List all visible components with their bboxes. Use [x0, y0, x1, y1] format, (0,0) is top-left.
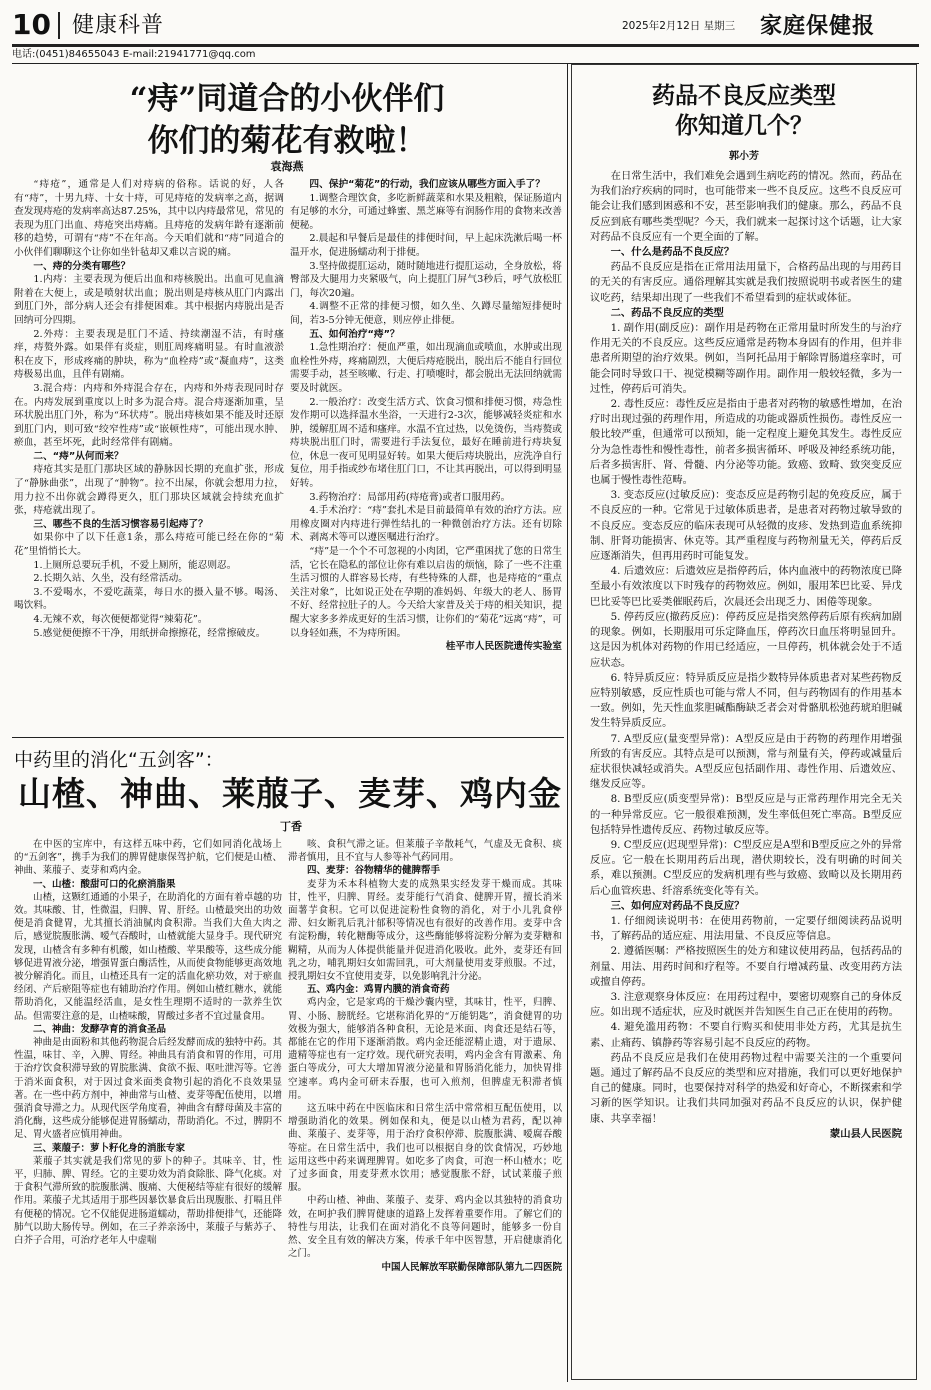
headline-line-1: 药品不良反应类型: [652, 82, 836, 109]
newspaper-name: 家庭保健报: [760, 13, 876, 39]
section-heading: 五、如何治疗“痔”？: [309, 328, 400, 340]
headline-line-2: 你知道几个？: [675, 112, 813, 139]
section-heading: 二、“痔”从何而来？: [33, 450, 124, 462]
headline-line-2: 你们的菊花有救啦！: [147, 123, 427, 159]
masthead-rule-thick: [12, 44, 919, 47]
body-paragraph: 6. 特异质反应：特异质反应是指少数特异体质患者对某些药物反应特别敏感，反应性质也可能与常人不同，但与药物固有的作用基本一致。例如，先天性血浆胆碱酯酶缺乏者会对骨骼肌松弛药琥珀胆碱发生特异质反应。: [590, 671, 902, 730]
body-paragraph: 2.晨起和早餐后是最佳的排便时间，早上起床洗漱后喝一杯温开水，促进肠蠕动利于排便。: [290, 233, 562, 258]
body-paragraph: 3.不爱喝水，不爱吃蔬菜，每日水的摄入量不够。喝汤、喝饮料。: [14, 586, 284, 612]
body-paragraph: 4.调整不正常的排便习惯，如久坐、久蹲尽量缩短排便时间，若3-5分钟无便意，则应停止排便。: [290, 301, 562, 326]
article-column: [14, 178, 284, 730]
body-paragraph: 山楂，这颗红通通的小果子，在助消化的方面有着卓越的功效。其味酸、甘，性微温，归脾、胃、肝经。山楂最突出的功效便是消食健胃，尤其擅长消油腻肉食积滞。当我们大鱼大肉之后，感觉脘腹胀满、嗳气吞酸时，山楂就能大显身手。现代研究发现，山楂含有多种有机酸，如山楂酸、苹果酸等，这些成分能够促进胃液分泌，增强胃蛋白酶活性，从而使食物能够更高效地被分解消化。而且，山楂还具有一定的活血化瘀功效，对于瘀血经闭、产后瘀阻等症也有辅助治疗作用。例如山楂红糖水，就能帮助消化，又能温经活血，是女性生理期不适时的一款养生饮品。但需要注意的是，山楂味酸，胃酸过多者不宜过量食用。: [14, 891, 282, 1022]
author-affiliation: 桂平市人民医院遗传实验室: [445, 641, 562, 653]
body-paragraph: 3. 注意观察身体反应：在用药过程中，要密切观察自己的身体反应。如出现不适症状，应及时就医并告知医生自己正在使用的药物。: [590, 990, 902, 1019]
body-paragraph: 4. 避免滥用药物：不要自行购买和使用非处方药，尤其是抗生素、止痛药、镇静药等容易引起不良反应的药物。: [590, 1021, 902, 1049]
article-headline: [12, 78, 562, 162]
section-heading: 四、保护“菊花”的行动，我们应该从哪些方面入手了？: [309, 179, 545, 190]
body-paragraph: 神曲是由面粉和其他药物混合后经发酵而成的独特中药。其性温，味甘、辛，入脾、胃经。神曲具有消食和胃的作用，可用于治疗饮食积滞导致的胃脘胀满、食欲不振、呕吐泄泻等。它善于消米面食积，对于因过食米面类食物引起的消化不良效果显著。在一些中药方剂中，神曲常与山楂、麦芽等配伍使用，以增强消食导滞之力。从现代医学角度看，神曲含有酵母菌及丰富的消化酶，这些成分能够促进胃肠蠕动，帮助消化。不过，脾阴不足、胃火盛者应慎用神曲。: [14, 1037, 282, 1141]
issue-date: 2025年2月12日 星期三: [622, 20, 736, 32]
author-affiliation: 中国人民解放军联勤保障部队第九二四医院: [381, 1261, 562, 1273]
page-number: 10: [12, 8, 51, 41]
article-column: [288, 838, 562, 1376]
section-heading: 一、痔的分类有哪些？: [33, 260, 131, 272]
section-heading: 二、神曲：发酵孕育的消食圣品: [33, 1023, 167, 1035]
byline: 袁海燕: [270, 160, 304, 173]
body-paragraph: 1.内痔：主要表现为便后出血和痔核脱出。出血可见血滴附着在大便上，或是喷射状出血；脱出则是痔核从肛门内露出到肛门外，部分病人还会有排便困难。其中根据内痔脱出是否回纳可分四期。: [14, 274, 284, 326]
body-paragraph: “痔”是一个个不可忽视的小肉团，它严重困扰了您的日常生活，它长在隐私的部位让你有难以启齿的烦恼，除了一些不注重生活习惯的人群容易长痔，有些特殊的人群，也是痔疮的“重点关注对象”，比如说正处在孕期的准妈妈、年级大的老人、肠胃不好、经常拉肚子的人。今天给大家普及关于痔的相关知识，提醒大家多多养成更好的生活习惯，让你们的“菊花”远离“痔”，可以身轻如燕，不为痔所困。: [290, 546, 562, 639]
article-headline: [572, 81, 916, 141]
body-paragraph: 4. 后遗效应：后遗效应是指停药后，体内血液中的药物浓度已降至最小有效浓度以下时残存的药物效应。例如，服用苯巴比妥、异戊巴比妥等巴比妥类催眠药后，次晨还会出现乏力、困倦等现象。: [590, 565, 902, 608]
article-headline: 山楂、神曲、莱菔子、麦芽、鸡内金: [18, 774, 562, 813]
body-paragraph: 痔疮其实是肛门那块区域的静脉因长期的充血扩张，形成了“静脉曲张”，出现了“肿物”。拉不出屎，你就会想用力拉，用力拉不出你就会蹲得更久，肛门那块区域就会持续充血扩张，痔疮就出现了。: [14, 464, 284, 517]
body-paragraph: 在中医的宝库中，有这样五味中药，它们如同消化战场上的“五剑客”，携手为我们的脾胃健康保驾护航，它们便是山楂、神曲、莱菔子、麦芽和鸡内金。: [14, 839, 282, 877]
body-paragraph: 1.调整合理饮食，多吃新鲜蔬菜和水果及粗粮，保证肠道内有足够的水分，可通过蜂蜜、黑芝麻等有润肠作用的食物来改善便秘。: [290, 192, 562, 231]
body-paragraph: 2. 遵循医嘱：严格按照医生的处方和建议使用药品，包括药品的剂量、用法、用药时间和疗程等。不要自行增减药量、改变用药方法或擅自停药。: [590, 945, 902, 988]
body-paragraph: 2.一般治疗：改变生活方式、饮食习惯和排便习惯，痔急性发作期可以选择温水坐浴，一天进行2-3次，能够减轻炎症和水肿，缓解肛周不适和瘙痒。水温不宜过热，以免烫伤，当痔赘或痔块脱出肛门时，需要进行手法复位，最好在睡前进行痔块复位，休息一夜可见明显好转。如果大便后痔块脱出，应洗净自行复位，用手指或纱布堵住肛门口，不让其再脱出，可以得到明显好转。: [290, 396, 562, 490]
body-paragraph: 2.长期久站、久坐，没有经常活动。: [33, 573, 188, 585]
body-paragraph: 1.上厕所总要玩手机，不爱上厕所，能忍则忍。: [33, 559, 237, 571]
article-column: [290, 178, 562, 730]
body-paragraph: 1. 副作用(副反应)：副作用是药物在正常用量时所发生的与治疗作用无关的不良反应。这些反应通常是药物本身固有的作用，但并非患者所期望的治疗效果。例如，当阿托品用于解除胃肠道痉挛时，可能会同时导致口干、视觉模糊等副作用。副作用一般较轻微，多为一过性，停药后可消失。: [590, 322, 902, 395]
body-paragraph: 3.混合痔：内痔和外痔混合存在，内痔和外痔表现同时存在。内痔发展到重度以上时多为混合痔。混合痔逐渐加重，呈环状脱出肛门外，称为“环状痔”。脱出痔核如果不能及时还原到肛门内，则可致“绞窄性痔”或“嵌顿性痔”，可能出现水肿、瘀血，甚至坏死，此时经常伴有剧痛。: [14, 382, 284, 449]
body-paragraph: “痔疮”，通常是人们对痔病的俗称。话说的好，人各有“痔”，十男九痔、十女十痔，可见痔疮的发病率之高，据调查发现痔疮的发病率高达87.25%，其中以内痔最常见，常见的表现为肛门出血、痔疮突出痔痛。且痔疮的发病年龄有逐渐前移的趋势，可谓有“痔”不在年高。今天咱们就和“痔”同道合的小伙伴们聊聊这个让你如坐针毡却又难以言说的痛。: [14, 179, 284, 258]
article-column: [14, 838, 282, 1376]
body-paragraph: 1. 仔细阅读说明书：在使用药物前，一定要仔细阅读药品说明书，了解药品的适应症、用法用量、不良反应等信息。: [590, 914, 902, 943]
author-affiliation: 蒙山县人民医院: [829, 1127, 902, 1140]
body-paragraph: 9. C型反应(迟现型异常)：C型反应是A型和B型反应之外的异常反应。它一般在长期用药后出现，潜伏期较长，没有明确的时间关系，难以预测。C型反应的发病机理有些与致癌、致畸以及长期用药后心血管疾患、纤溶系统变化等有关。: [590, 838, 902, 897]
body-paragraph: 1.急性期治疗：便血严重，如出现滴血或喷血，水肿或出现血栓性外痔，疼痛剧烈，大便后痔疮脱出，脱出后不能自行回位需要手动，甚至咳嗽、行走、打喷嚏时，都会脱出无法回纳就需要及时就医。: [290, 342, 562, 394]
section-heading: 四、麦芽：谷物精华的健脾帮手: [307, 865, 441, 877]
section-heading: 三、哪些不良的生活习惯容易引起痔了？: [33, 518, 208, 530]
body-paragraph: 3. 变态反应(过敏反应)：变态反应是药物引起的免疫反应，属于不良反应的一种。它常见于过敏体质患者，是患者对药物过敏导致的不良反应。变态反应的临床表现可从轻微的皮疹、发热到造血系统抑制、肝肾功能损害、休克等。其严重程度与药物剂量无关，停药后反应逐渐消失，但再用药时可能复发。: [590, 489, 902, 563]
section-heading: 二、药品不良反应的类型: [610, 306, 724, 319]
section-heading: 三、如何应对药品不良反应？: [610, 899, 745, 912]
body-paragraph: 5. 停药反应(撤药反应)：停药反应是指突然停药后原有疾病加剧的现象。例如，长期服用可乐定降血压，停药次日血压将明显回升。这是因为机体对药物的作用已经适应，一旦停药，机体就会处于不适应状态。: [590, 610, 902, 669]
headline-line-1: “痔”同道合的小伙伴们: [129, 81, 445, 117]
masthead-divider: [58, 12, 60, 39]
body-paragraph: 4.无辣不欢，每次便便都觉得“辣菊花”。: [33, 614, 208, 625]
section-divider: [12, 737, 564, 738]
body-paragraph: 5.感觉便便擦不干净，用纸拼命擦擦花，经常擦破皮。: [33, 627, 266, 639]
body-paragraph: 7. A型反应(量变型异常)：A型反应是由于药物的药理作用增强所致的有害反应。其特点是可以预测，常与剂量有关，停药或减量后症状很快减轻或消失。A型反应包括副作用、毒性作用、后遗效应、继发反应等。: [590, 732, 902, 791]
body-paragraph: 药品不良反应是指在正常用法用量下，合格药品出现的与用药目的无关的有害反应。通俗理解其实就是我们按照说明书或者医生的建议吃药，结果却出现了一些我们不希望看到的症状或体征。: [590, 261, 902, 304]
section-name: 健康科普: [72, 13, 165, 38]
body-paragraph: 3.坚持做提肛运动，随时随地进行提肛运动，全身放松，将臀部及大腿用力夹紧吸气，向上提肛门屏气3秒后，呼气放松肛门，每次20遍。: [290, 260, 562, 299]
body-paragraph: 药品不良反应是我们在使用药物过程中需要关注的一个重要问题。通过了解药品不良反应的类型和应对措施，我们可以更好地保护自己的健康。同时，也要保持对科学的热爱和好奇心，不断探索和学习新的医学知识。让我们共同加强对药品不良反应的认识，保护健康、共享幸福！: [590, 1051, 902, 1125]
body-paragraph: 4.手术治疗：“痔”套扎术是目前最简单有效的治疗方法。应用橡皮圈对内痔进行弹性结扎的一种微创治疗方法。还有切除术、剥离术等可以遵医嘱进行治疗。: [290, 505, 562, 544]
section-heading: 一、山楂：酸甜可口的化瘀消脂果: [33, 878, 176, 890]
contact-line: 电话:(0451)84655043 E-mail:21941771@qq.com: [12, 49, 256, 60]
body-paragraph: 3.药物治疗：局部用药(痔疮膏)或者口服用药。: [309, 491, 511, 503]
body-paragraph: 8. B型反应(质变型异常)：B型反应是与正常药理作用完全无关的一种异常反应。它一般很难预测，发生率低但死亡率高。B型反应包括特异性遗传反应、药物过敏反应等。: [590, 793, 902, 836]
body-paragraph: 这五味中药在中医临床和日常生活中常常相互配伍使用，以增强助消化的效果。例如保和丸，便是以山楂为君药，配以神曲、莱菔子、麦芽等，用于治疗食积停滞、脘腹胀满、嗳腐吞酸等症。在日常生活中，我们也可以根据自身的饮食情况，巧妙地运用这些中药来调理脾胃。如吃多了肉食，可泡一杯山楂水；吃了过多面食，用麦芽煮水饮用；感觉腹胀不舒，试试莱菔子煎服。: [288, 1103, 562, 1194]
article-kicker: 中药里的消化“五剑客”：: [14, 749, 224, 771]
body-paragraph: 中药山楂、神曲、莱菔子、麦芽、鸡内金以其独特的消食功效，在呵护我们脾胃健康的道路上发挥着重要作用。了解它们的特性与用法，让我们在面对消化不良等问题时，能够多一份自然、安全且有效的解决方案，传承千年中医智慧，开启健康消化之门。: [288, 1195, 562, 1260]
byline: 郭小芳: [729, 151, 759, 162]
section-heading: 一、什么是药品不良反应？: [610, 246, 735, 259]
body-paragraph: 在日常生活中，我们难免会遇到生病吃药的情况。然而，药品在为我们治疗疾病的同时，也可能带来一些不良反应。这些不良反应可能会让我们感到困惑和不安，甚至影响我们的健康。那么，药品不良反应到底有哪些类型呢？今天，我们就来一起探讨这个话题，让大家对药品不良反应有一个更全面的了解。: [590, 170, 902, 243]
byline: 丁香: [280, 820, 302, 833]
article-column: [590, 169, 902, 1369]
body-paragraph: 咳、食积气滞之证。但莱菔子辛散耗气，气虚及无食积、痰滞者慎用，且不宜与人参等补气药同用。: [288, 839, 562, 864]
body-paragraph: 2. 毒性反应：毒性反应是指由于患者对药物的敏感性增加，在治疗时出现过强的药理作用，所造成的功能或器质性损伤。毒性反应一般比较严重，但通常可以预知，能一定程度上避免其发生。毒性反应分为急性毒性和慢性毒性，前者多损害循环、呼吸及神经系统功能，后者多损害肝、肾、骨髓、内分泌等功能。致癌、致畸、致突变反应也属于慢性毒性范畴。: [590, 398, 902, 487]
article-adverse-reactions: [571, 64, 917, 1380]
body-paragraph: 麦芽为禾本科植物大麦的成熟果实经发芽干燥而成。其味甘，性平，归脾、胃经。麦芽能行气消食、健脾开胃，擅长消米面薯芋食积。它可以促进淀粉性食物的消化，对于小儿乳食停滞、妇女断乳后乳汁郁积等情况也有很好的改善作用。麦芽中含有淀粉酶，转化糖酶等成分，这些酶能够将淀粉分解为麦芽糖和糊精，从而为人体提供能量并促进消化吸收。此外，麦芽还有回乳之功，哺乳期妇女如需回乳，可大剂量使用麦芽煎服。不过，授乳期妇女不宜使用麦芽，以免影响乳汁分泌。: [288, 878, 562, 983]
section-heading: 五、鸡内金：鸡胃内膜的消食奇药: [307, 984, 450, 996]
body-paragraph: 鸡内金，它是家鸡的干燥沙囊内壁，其味甘，性平，归脾、胃、小肠、膀胱经。它堪称消化界的“万能钥匙”，消食健胃的功效极为强大，能够消各种食积，无论是米面、肉食还是结石等，都能在它的作用下逐渐消散。鸡内金还能涩精止遗，对于遗尿、遗精等症也有一定疗效。现代研究表明，鸡内金含有胃激素、角蛋白等成分，可大大增加胃液分泌量和胃肠消化能力，加快胃排空速率。鸡内金可研末吞服，也可入煎剂，但脾虚无积滞者慎用。: [288, 997, 562, 1101]
body-paragraph: 如果你中了以下任意1条，那么痔疮可能已经在你的“菊花”里悄悄长大。: [14, 532, 284, 558]
body-paragraph: 2.外痔：主要表现是肛门不适、持续潮湿不洁，有时瘙痒，痔赘外露。如果伴有炎症，则肛周疼痛明显。有时血液淤积在皮下，形成疼痛的肿块，称为“血栓痔”或“凝血痔”，这类痔极易出血，且伴有剧痛。: [14, 328, 284, 381]
section-heading: 三、莱菔子：萝卜籽化身的消胀专家: [33, 1142, 186, 1154]
vertical-divider: [567, 64, 568, 1382]
body-paragraph: 莱菔子其实就是我们常见的萝卜的种子。其味辛、甘，性平，归肺、脾、胃经。它的主要功效为消食除胀、降气化痰。对于食积气滞所致的脘腹胀满、腹痛、大便秘结等症有很好的缓解作用。莱菔子尤其适用于那些因暴饮暴食后出现腹胀、打嗝且伴有便秘的情况。它不仅能促进肠道蠕动，帮助排便排气，还能降肺气以助大肠传导。例如，在三子养亲汤中，莱菔子与紫苏子、白芥子合用，可治疗老年人中虚喘: [14, 1155, 282, 1247]
